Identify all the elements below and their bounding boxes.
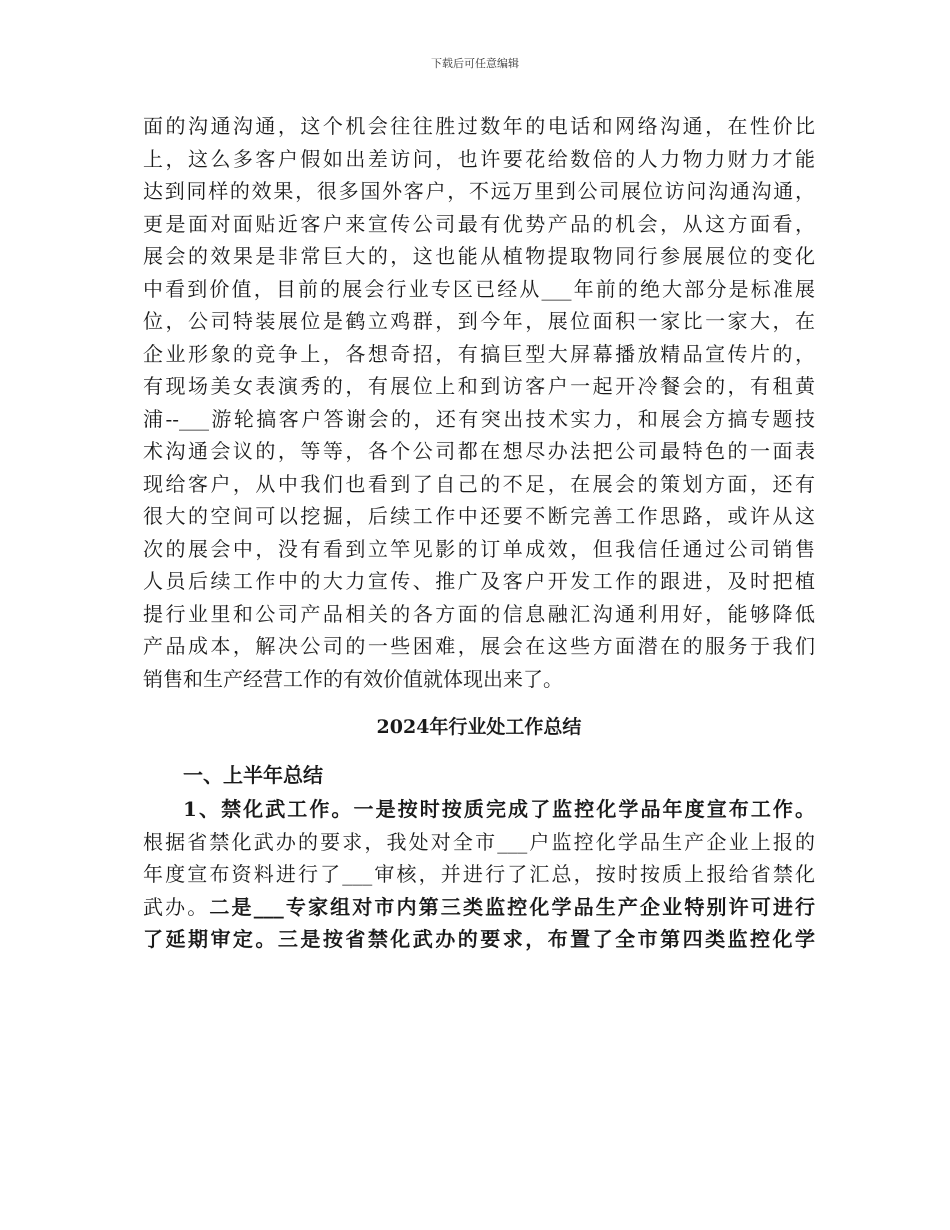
document-body xyxy=(143,110,815,956)
item-1-line: 根据省禁化武办的要求，我处对全市___户监控化学品生产企业上报的 xyxy=(143,829,815,854)
paragraph-line: 面的沟通沟通，这个机会往往胜过数年的电话和网络沟通，在性价比 xyxy=(143,114,815,138)
item-1-line-mixed xyxy=(143,891,815,924)
document-title: 2024年行业处工作总结 xyxy=(376,716,582,738)
item-1-lead: 1、禁化武工作。一是按时按质完成了监控化学品年度宣布工作。 xyxy=(183,797,815,821)
paragraph-line: 很大的空间可以挖掘，后续工作中还要不断完善工作思路，或许从这 xyxy=(143,504,815,528)
paragraph-line: 更是面对面贴近客户来宣传公司最有优势产品的机会，从这方面看， xyxy=(143,211,815,236)
paragraph-line: 销售和生产经营工作的有效价值就体现出来了。 xyxy=(143,666,563,691)
paragraph-line: 中看到价值，目前的展会行业专区已经从___年前的绝大部分是标准展 xyxy=(143,276,815,301)
paragraph-line: 人员后续工作中的大力宣传、推广及客户开发工作的跟进，及时把植 xyxy=(143,569,815,593)
paragraph-line: 产品成本，解决公司的一些困难，展会在这些方面潜在的服务于我们 xyxy=(143,634,815,658)
item-1-bold-line: 了延期审定。三是按省禁化武办的要求，布置了全市第四类监控化学 xyxy=(143,927,815,951)
paragraph-line: 次的展会中，没有看到立竿见影的订单成效，但我信任通过公司销售 xyxy=(143,536,815,561)
item-1-normal-text: 武办。 xyxy=(143,894,210,919)
section-heading: 一、上半年总结 xyxy=(183,763,323,787)
item-1-line: 年度宣布资料进行了___审核，并进行了汇总，按时按质上报给省禁化 xyxy=(143,862,815,886)
paragraph-line: 上，这么多客户假如出差访问，也许要花给数倍的人力物力财力才能 xyxy=(143,146,815,171)
paragraph-line: 企业形象的竞争上，各想奇招，有搞巨型大屏幕播放精品宣传片的， xyxy=(143,341,815,366)
paragraph-line: 有现场美女表演秀的，有展位上和到访客户一起开冷餐会的，有租黄 xyxy=(143,374,815,398)
item-1-bold-text: 二是___专家组对市内第三类监控化学品生产企业特别许可进行 xyxy=(209,894,816,919)
paragraph-line: 位，公司特装展位是鹤立鸡群，到今年，展位面积一家比一家大，在 xyxy=(143,309,815,333)
paragraph-line: 提行业里和公司产品相关的各方面的信息融汇沟通利用好，能够降低 xyxy=(143,601,815,626)
paragraph-line: 浦--___游轮搞客户答谢会的，还有突出技术实力，和展会方搞专题技 xyxy=(143,406,815,431)
paragraph-1 xyxy=(143,110,815,695)
paragraph-line: 展会的效果是非常巨大的，这也能从植物提取物同行参展展位的变化 xyxy=(143,244,815,268)
paragraph-line: 达到同样的效果，很多国外客户，不远万里到公司展位访问沟通沟通， xyxy=(143,179,815,203)
paragraph-line: 现给客户，从中我们也看到了自己的不足，在展会的策划方面，还有 xyxy=(143,471,815,496)
paragraph-line: 术沟通会议的，等等，各个公司都在想尽办法把公司最特色的一面表 xyxy=(143,439,815,463)
page-header: 下载后可任意编辑 xyxy=(431,57,519,70)
